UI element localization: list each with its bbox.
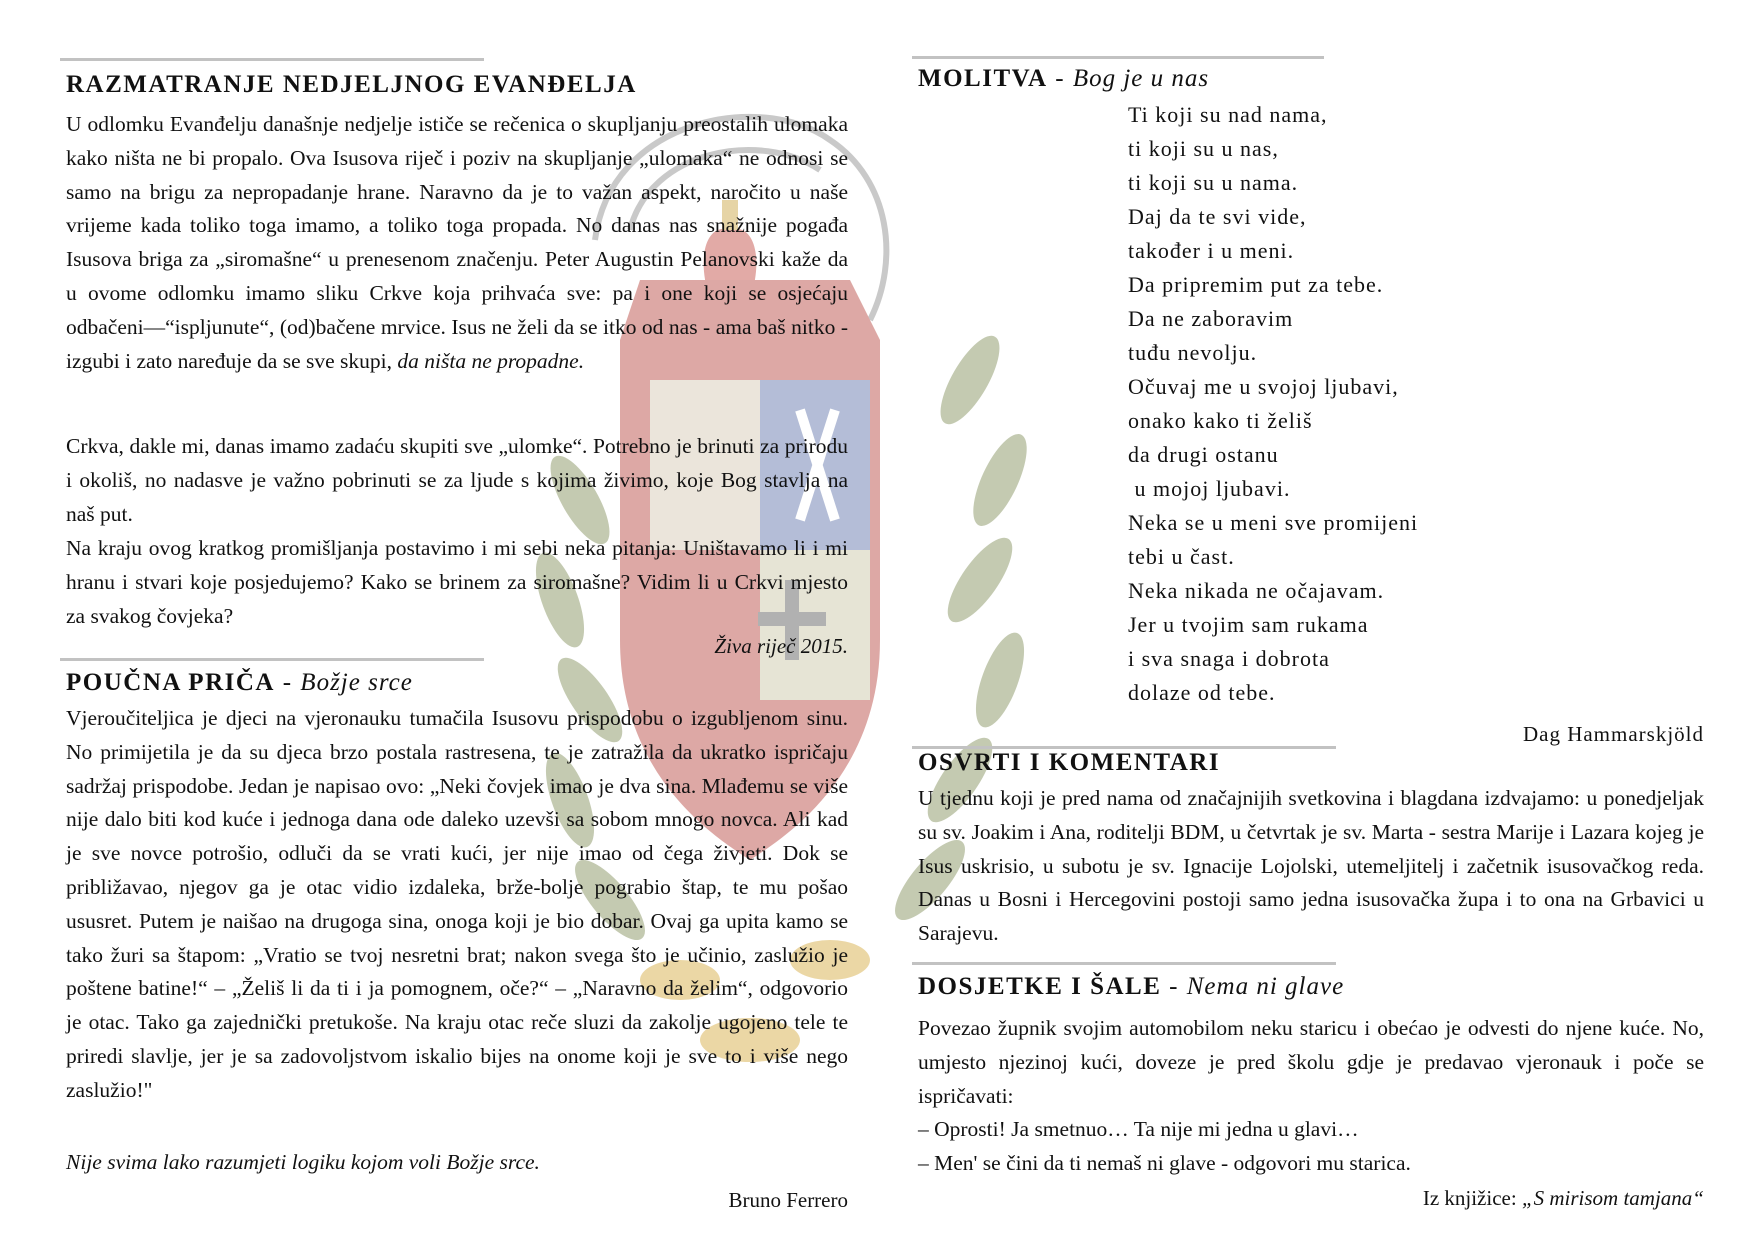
osvrti-text: U tjednu koji je pred nama od značajnijih svetkovina i blagdana izdvajamo: u ponedjeljak su sv. Joakim i Ana, roditelji BDM, u četvrtak je sv. Marta - sestra Marije i Lazara kojeg je Isus uskrisio, u subotu je sv. Ignacije Lojolski, utemeljitelj i začetnik isusovačkog reda. Danas u Bosni i Hercegovini postoji samo jedna isusovačka župa i to ona na Grbavici u Sarajevu. xyxy=(918,786,1704,946)
dosjetke-source xyxy=(1423,1184,1704,1212)
poem-line: također i u meni. xyxy=(1128,238,1295,263)
section-rule-evandjelje xyxy=(60,58,484,61)
poem-line: u mojoj ljubavi. xyxy=(1128,476,1291,501)
poem-line: i sva snaga i dobrota xyxy=(1128,646,1330,671)
evandjelje-paragraph-1-text: U odlomku Evanđelju današnje nedjelje ističe se rečenica o skupljanju preostalih ulomaka kako ništa ne bi propalo. Ova Isusova riječ i poziv na skupljanje „ulomaka“ ne odnosi se samo na brigu za nepropadanje hrane. Naravno da je to važan aspekt, naročito u naše vrijeme kada toliko toga imamo, a toliko toga propada. No danas nas snažnije pogađa Isusova briga za „siromašne“ u prenesenom značenju. Peter Augustin Pelanovski kaže da u ovome odlomku imamo sliku Crkve koja prihvaća sve: pa i one koji se osjećaju odbačeni—“ispljunute“, (od)bačene mrvice. Isus ne želi da se itko od nas - ama baš nitko - izgubi i zato naređuje da se sve skupi, xyxy=(66,112,848,373)
evandjelje-source: Živa riječ 2015. xyxy=(714,634,848,658)
dosjetke-title: DOSJETKE I ŠALE xyxy=(918,973,1162,1000)
dosjetke-title-separator: - xyxy=(1161,973,1187,1000)
poem-line: Da pripremim put za tebe. xyxy=(1128,272,1384,297)
poem-line: tebi u čast. xyxy=(1128,544,1235,569)
poem-line: Očuvaj me u svojoj ljubavi, xyxy=(1128,374,1399,399)
poem-line: Neka se u meni sve promijeni xyxy=(1128,510,1419,535)
poem-line: Neka nikada ne očajavam. xyxy=(1128,578,1385,603)
section-title-molitva xyxy=(918,64,1209,94)
evandjelje-paragraph-3: Na kraju ovog kratkog promišljanja postavimo i mi sebi neka pitanja: Uništavamo li i mi hranu i stvari koje posjedujemo? Kako se brinem za siromašne? Vidim li u Crkvi mjesto za svakog čovjeka? xyxy=(66,536,848,628)
poem-line: onako kako ti želiš xyxy=(1128,408,1313,433)
section-title-evandjelje: RAZMATRANJE NEDJELJNOG EVANĐELJA xyxy=(66,71,637,98)
poem-line: ti koji su u nama. xyxy=(1128,170,1299,195)
section-title-dosjetke xyxy=(918,972,1344,1002)
prica-author: Bruno Ferrero xyxy=(728,1188,848,1212)
poem-line: tuđu nevolju. xyxy=(1128,340,1258,365)
poem-line: Da ne zaboravim xyxy=(1128,306,1294,331)
poem-line: Daj da te svi vide, xyxy=(1128,204,1307,229)
poem-line: dolaze od tebe. xyxy=(1128,680,1276,705)
dosjetke-source-prefix: Iz knjižice: xyxy=(1422,1186,1522,1210)
prica-title-separator: - xyxy=(274,669,301,696)
section-rule-prica xyxy=(60,658,484,661)
prica-subtitle: Božje srce xyxy=(300,669,413,696)
section-rule-molitva xyxy=(912,56,1324,59)
prica-text: Vjeroučiteljica je djeci na vjeronauku tumačila Isusovu prispodobu o izgubljenom sinu. No primijetila je da su djeca brzo postala rastresena, te je zatražila da ukratko ispričaju sadržaj prispodobe. Jedan je napisao ovo: „Neki čovjek imao je dva sina. Mlađemu se više nije dalo biti kod kuće i jednoga dana ode daleko uzevši sa sobom mnogo novca. Ali kad je sve novce potrošio, odluči da se vrati kući, jer nije imao od čega živjeti. Dok se približavao, njegov ga je otac vidio izdaleka, brže-bolje pograbio štap, te mu pošao ususret. Putem je naišao na drugoga sina, onoga koji je bio dobar. Ovaj ga upita kamo se tako žuri sa štapom: „Vratio se tvoj nesretni brat; nakon svega što je učinio, zaslužio je poštene batine!“ – „Želiš li da ti i ja pomognem, oče?“ – „Naravno da želim“, odgovorio je otac. Tako ga zajednički pretukoše. Na kraju otac reče sluzi da zakolje ugojeno tele te priredi slavlje, jer je sa zadovoljstvom iskalio bijes na onome koji je sve to i više nego zaslužio!" xyxy=(66,706,848,1102)
dosjetke-source-title: „S mirisom tamjana“ xyxy=(1521,1186,1704,1210)
molitva-author: Dag Hammarskjöld xyxy=(1522,722,1704,746)
molitva-subtitle: Bog je u nas xyxy=(1072,65,1210,92)
molitva-poem xyxy=(1128,98,1418,710)
evandjelje-paragraph-1 xyxy=(66,108,848,378)
evandjelje-paragraph-2: Crkva, dakle mi, danas imamo zadaću skupiti sve „ulomke“. Potrebno je brinuti za prirodu i okoliš, no nadasve je važno pobrinuti se za ljude s kojima živimo, koje Bog stavlja na naš put. xyxy=(66,434,848,526)
poem-line: da drugi ostanu xyxy=(1128,442,1279,467)
poem-line: ti koji su u nas, xyxy=(1128,136,1279,161)
dosjetke-dialogue-line-2: – Men' se čini da ti nemaš ni glave - odgovori mu starica. xyxy=(918,1151,1411,1175)
prica-closing: Nije svima lako razumjeti logiku kojom voli Božje srce. xyxy=(66,1150,540,1174)
poem-line: Jer u tvojim sam rukama xyxy=(1128,612,1369,637)
dosjetke-subtitle: Nema ni glave xyxy=(1186,973,1345,1000)
dosjetke-dialogue-line-1: – Oprosti! Ja smetnuo… Ta nije mi jedna u glavi… xyxy=(918,1117,1359,1141)
section-title-prica xyxy=(66,668,413,698)
prica-title: POUČNA PRIČA xyxy=(66,669,275,696)
evandjelje-paragraph-1-italic: da ništa ne propadne. xyxy=(397,348,585,373)
section-title-osvrti: OSVRTI I KOMENTARI xyxy=(918,749,1221,776)
molitva-title: MOLITVA xyxy=(918,65,1048,92)
molitva-title-separator: - xyxy=(1047,65,1073,92)
section-rule-dosjetke xyxy=(912,962,1336,965)
dosjetke-text: Povezao župnik svojim automobilom neku staricu i obećao je odvesti do njene kuće. No, umjesto njezinoj kući, doveze je pred školu gdje je predavao vjeronauk i poče se ispričavati: xyxy=(918,1016,1704,1108)
poem-line: Ti koji su nad nama, xyxy=(1128,102,1328,127)
